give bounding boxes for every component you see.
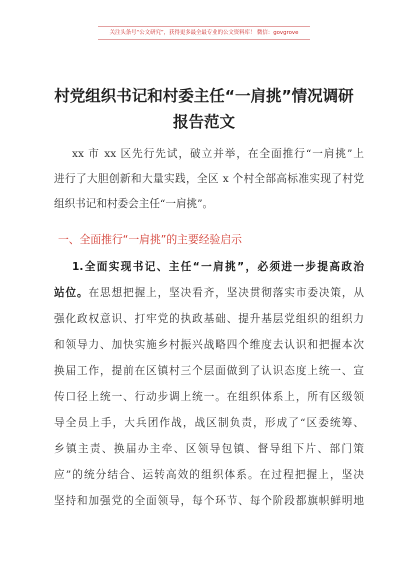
document-title-cont: 报告范文 (172, 113, 235, 131)
paragraph-heading-line (72, 258, 364, 276)
section-title: 全面推行“一肩挑”的主要经验启示 (79, 233, 242, 246)
paragraph-text: 在思想把握上，坚决看齐，坚决贯彻落实市委决策，从 (88, 287, 364, 299)
paragraph-line: 和领导力、加快实施乡村振兴战略四个维度去认识和把握本次 (54, 339, 364, 351)
intro-line: xx 市 xx 区先行先试，破立并举，在全面推行“一肩挑”上 (72, 148, 364, 160)
bold-heading: 1.全面实现书记、主任“一肩挑”，必须进一步提高政治 (72, 261, 364, 273)
paragraph-line: 坚持和加强党的全面领导，每个环节、每个阶段都旗帜鲜明地 (54, 495, 364, 507)
paragraph-line: 乡镇主责、换届办主牵、区领导包镇、督导组下片、部门策 (54, 443, 364, 455)
paragraph-line: 传口径上统一、行动步调上统一。在组织体系上，所有区级领 (54, 391, 364, 403)
paragraph-line: 导全员上手，大兵团作战，战区制负责，形成了“区委统筹、 (54, 417, 364, 429)
paragraph-line: 应”的统分结合、运转高效的组织体系。在过程把握上，坚决 (54, 469, 364, 481)
paragraph-line (54, 284, 364, 302)
paragraph-line: 换届工作，提前在区镇村三个层面做到了认识态度上统一、宣 (54, 365, 364, 377)
document-title: 村党组织书记和村委主任“一肩挑”情况调研 (54, 87, 354, 105)
section-heading (58, 232, 242, 247)
intro-line: 进行了大胆创新和大量实践，全区 x 个村全部高标准实现了村党 (54, 173, 364, 185)
intro-line: 组织书记和村委会主任“一肩挑”。 (54, 198, 214, 210)
bold-heading-cont: 站位。 (54, 287, 89, 299)
header-banner: 关注头条号“公文研究”，获得更多最全最专业的公文资料库！ 微信：govgrove (98, 26, 310, 40)
section-number: 一、 (58, 233, 80, 246)
paragraph-line: 强化政权意识、打牢党的执政基础、提升基层党组织的组织力 (54, 313, 364, 325)
